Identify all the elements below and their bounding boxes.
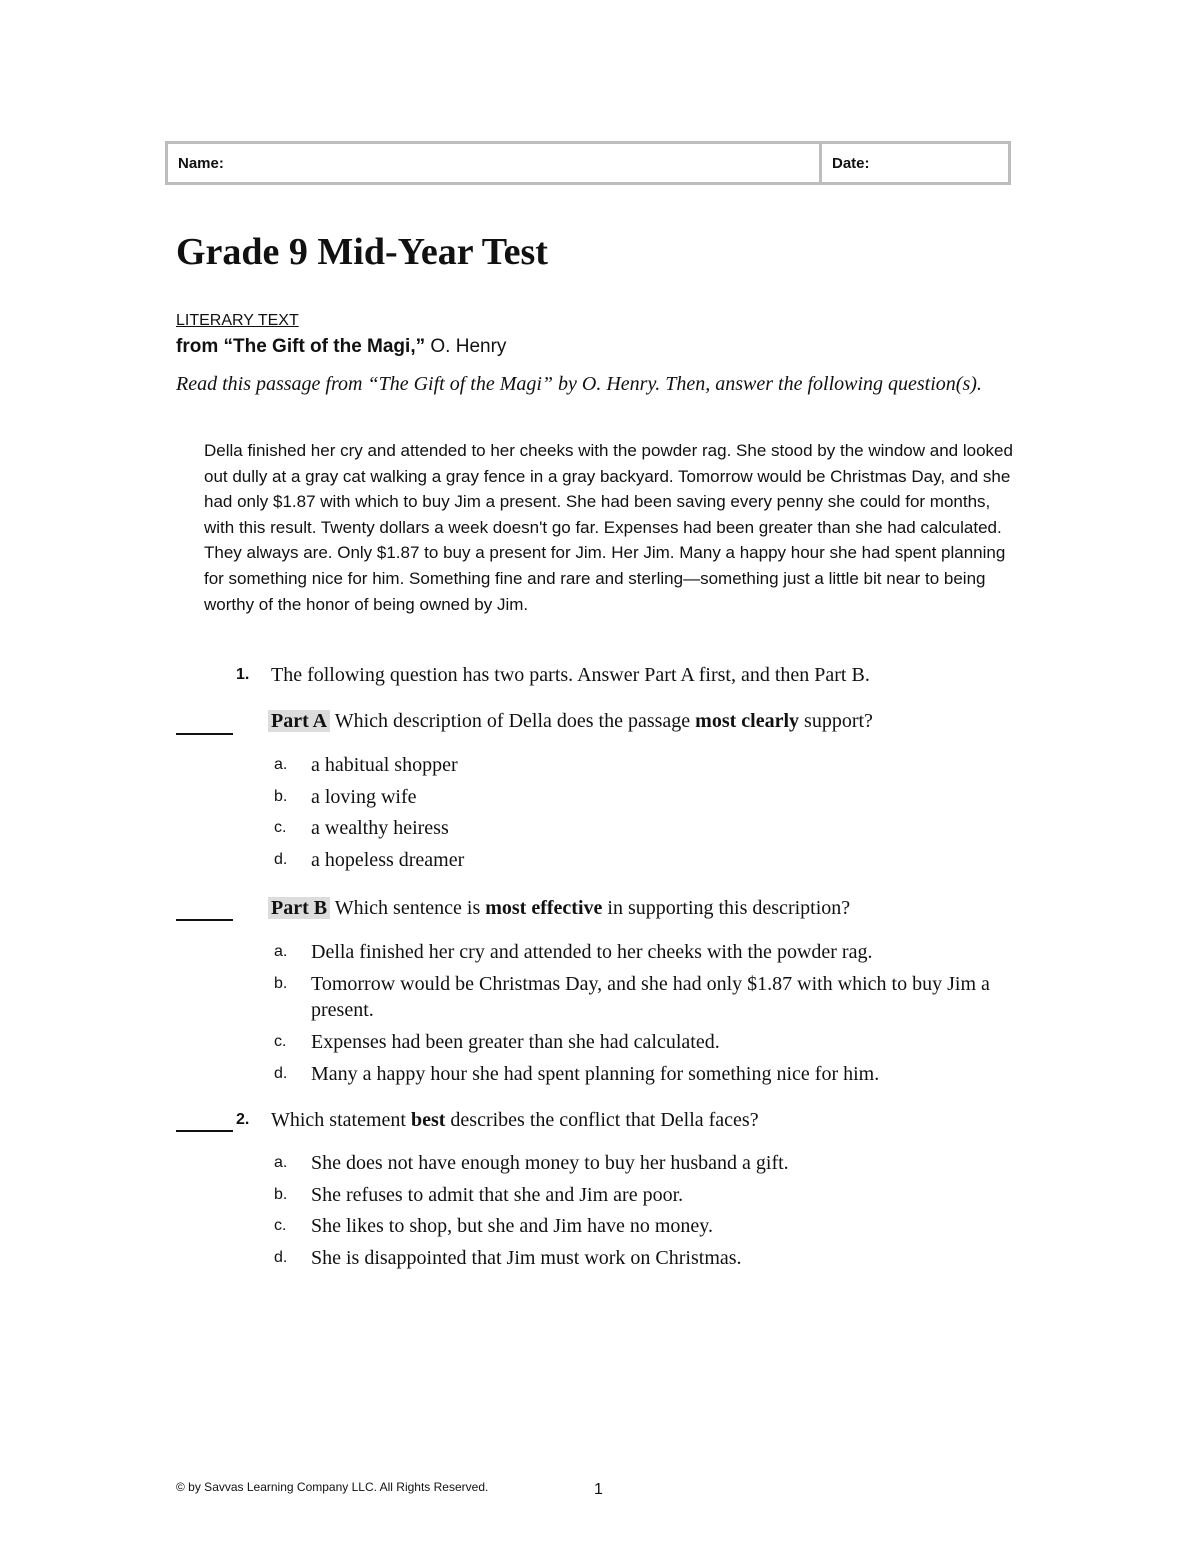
page-title: Grade 9 Mid-Year Test	[176, 231, 548, 273]
part-a-label: Part A	[268, 710, 330, 732]
question-2-number: 2.	[236, 1111, 250, 1128]
copyright-notice: © by Savvas Learning Company LLC. All Rights Reserved.	[176, 1480, 489, 1494]
option-text: Tomorrow would be Christmas Day, and she had only $1.87 with which to buy Jim a present.	[311, 973, 990, 1021]
instructions: Read this passage from “The Gift of the Magi” by O. Henry. Then, answer the following question(s).	[176, 373, 982, 395]
option-c[interactable]	[274, 815, 1023, 841]
option-text: a loving wife	[311, 785, 417, 808]
source-line	[176, 336, 506, 358]
option-letter: b.	[274, 787, 288, 805]
option-text: Expenses had been greater than she had calculated.	[311, 1031, 720, 1053]
option-c[interactable]	[274, 1029, 1023, 1055]
date-label: Date:	[832, 154, 870, 172]
question-1-number: 1.	[236, 666, 250, 683]
part-a-question	[271, 708, 873, 734]
option-text: She likes to shop, but she and Jim have no money.	[311, 1215, 713, 1237]
option-letter: d.	[274, 1248, 288, 1266]
question-2-text	[271, 1107, 759, 1133]
part-b-options	[274, 939, 1023, 1087]
option-letter: a.	[274, 1154, 288, 1171]
option-text: She refuses to admit that she and Jim are poor.	[311, 1183, 684, 1206]
option-a[interactable]	[274, 939, 1023, 965]
answer-blank-part-b[interactable]	[176, 919, 233, 921]
part-a-emphasis: most clearly	[695, 710, 800, 732]
q2-text-end: describes the conflict that Della faces?	[445, 1109, 759, 1131]
part-a-options	[274, 752, 1023, 873]
option-d[interactable]	[274, 1061, 1023, 1087]
part-a-text-end: support?	[799, 710, 873, 732]
option-text: She does not have enough money to buy her husband a gift.	[311, 1152, 789, 1174]
part-a-text: Which description of Della does the passage	[330, 710, 696, 732]
date-field[interactable]	[822, 144, 1008, 182]
option-d[interactable]	[274, 1245, 1023, 1271]
option-a[interactable]	[274, 752, 1023, 778]
part-b-text: Which sentence is	[330, 897, 486, 919]
option-a[interactable]	[274, 1150, 1023, 1176]
name-field[interactable]	[168, 144, 822, 182]
q2-text: Which statement	[271, 1109, 411, 1131]
option-letter: d.	[274, 1065, 288, 1082]
option-d[interactable]	[274, 847, 1023, 873]
option-text: a wealthy heiress	[311, 817, 449, 839]
q2-emphasis: best	[410, 1109, 446, 1131]
option-text: a hopeless dreamer	[311, 848, 465, 871]
part-b-text-end: in supporting this description?	[602, 897, 851, 919]
option-letter: b.	[274, 1185, 288, 1203]
option-letter: c.	[274, 819, 287, 836]
option-text: a habitual shopper	[311, 754, 458, 776]
option-b[interactable]	[274, 784, 1023, 810]
option-letter: b.	[274, 975, 288, 992]
question-1-text: The following question has two parts. Answer Part A first, and then Part B.	[271, 664, 870, 686]
option-text: Della finished her cry and attended to her cheeks with the powder rag.	[311, 941, 873, 963]
part-b-emphasis: most effective	[485, 897, 603, 919]
name-date-box	[165, 141, 1011, 185]
source-title: from “The Gift of the Magi,”	[176, 336, 426, 357]
option-text: She is disappointed that Jim must work on Christmas.	[311, 1246, 742, 1269]
option-letter: a.	[274, 943, 288, 960]
question-2-options	[274, 1150, 1023, 1271]
option-letter: c.	[274, 1217, 287, 1234]
part-b-question	[271, 895, 850, 921]
option-letter: d.	[274, 850, 288, 868]
part-b-label: Part B	[268, 897, 330, 919]
option-c[interactable]	[274, 1213, 1023, 1239]
source-author: O. Henry	[425, 336, 507, 357]
answer-blank-question-2[interactable]	[176, 1130, 233, 1132]
option-b[interactable]	[274, 971, 1023, 1023]
option-letter: c.	[274, 1033, 287, 1050]
page-number: 1	[594, 1481, 603, 1498]
option-letter: a.	[274, 756, 288, 773]
option-text: Many a happy hour she had spent planning for something nice for him.	[311, 1063, 880, 1085]
passage-text: Della finished her cry and attended to her cheeks with the powder rag. She stood by the window and looked out dully at a gray cat walking a gray fence in a gray backyard. Tomorrow would be Christmas Day, and she had only $1.87 with which to buy Jim a present. She had been saving every penny she could for months, with this result. Twenty dollars a week doesn't go far. Expenses had been greater than she had calculated. They always are. Only $1.87 to buy a present for Jim. Her Jim. Many a happy hour she had spent planning for something nice for him. Something fine and rare and sterling—something just a little bit near to being worthy of the honor of being owned by Jim.	[204, 441, 1013, 614]
option-b[interactable]	[274, 1182, 1023, 1208]
answer-blank-part-a[interactable]	[176, 733, 233, 735]
section-label: LITERARY TEXT	[176, 312, 299, 329]
name-label: Name:	[178, 154, 224, 172]
